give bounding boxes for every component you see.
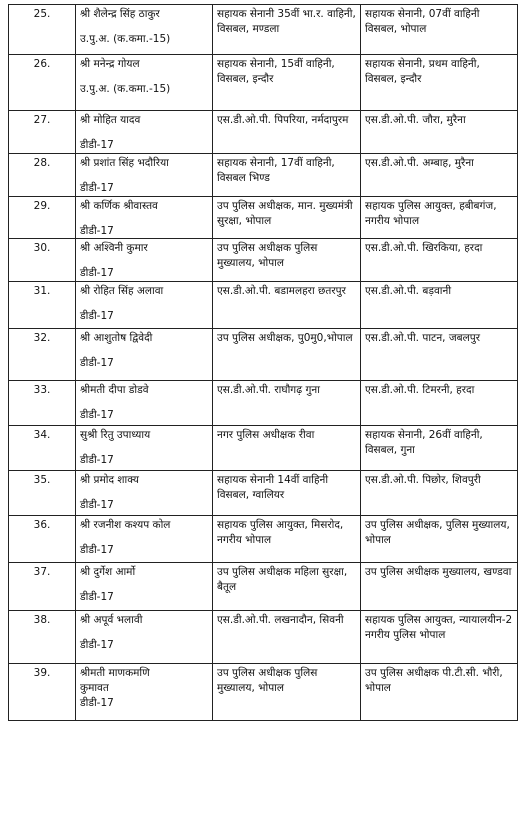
current-posting: नगर पुलिस अधीक्षक रीवा: [217, 429, 315, 442]
current-posting: उप पुलिस अधीक्षक महिला सुरक्षा, बैतूल: [217, 566, 348, 594]
serial-number-cell: [9, 55, 76, 111]
table-body: [9, 5, 518, 721]
officer-cell: [76, 563, 213, 611]
new-posting-cell: [361, 329, 518, 381]
officer-cell: [76, 239, 213, 282]
current-posting-cell: [213, 196, 361, 239]
serial-number-cell: [9, 5, 76, 55]
officer-name: श्री आशुतोष द्विवेदी: [80, 332, 153, 345]
officer-designation: डीडी-17: [80, 591, 114, 604]
new-posting-cell: [361, 381, 518, 426]
new-posting-cell: [361, 664, 518, 721]
new-posting-cell: [361, 111, 518, 154]
serial-number: 29.: [33, 199, 51, 212]
table-row: [9, 329, 518, 381]
current-posting-cell: [213, 471, 361, 516]
officer-cell: [76, 153, 213, 196]
officer-designation: उ.पु.अ. (क.कमा.-15): [80, 82, 171, 95]
current-posting-cell: [213, 664, 361, 721]
serial-number: 26.: [33, 58, 51, 70]
serial-number-cell: [9, 471, 76, 516]
table-row: [9, 153, 518, 196]
new-posting-cell: [361, 239, 518, 282]
serial-number-cell: [9, 282, 76, 329]
current-posting-cell: [213, 516, 361, 563]
serial-number-cell: [9, 426, 76, 471]
table-row: [9, 111, 518, 154]
officer-name: श्री शैलेन्द्र सिंह ठाकुर: [80, 8, 160, 20]
officer-name: श्री अश्विनी कुमार: [80, 242, 148, 255]
serial-number: 39.: [33, 667, 51, 680]
current-posting: सहायक सेनानी, 15वीं वाहिनी, विसबल, इन्दौर: [217, 58, 335, 85]
serial-number: 34.: [33, 429, 51, 442]
current-posting-cell: [213, 153, 361, 196]
officer-cell: [76, 611, 213, 664]
officer-designation: डीडी-17: [80, 639, 114, 652]
current-posting: एस.डी.ओ.पी. बडामलहरा छतरपुर: [217, 285, 346, 298]
officer-name: श्रीमती माणकमणि: [80, 667, 150, 680]
officer-name: श्री प्रमोद शाक्य: [80, 474, 139, 487]
officer-cell: [76, 381, 213, 426]
new-posting-cell: [361, 471, 518, 516]
table-row: [9, 611, 518, 664]
transfer-table: [8, 4, 518, 721]
serial-number-cell: [9, 153, 76, 196]
current-posting-cell: [213, 611, 361, 664]
serial-number-cell: [9, 381, 76, 426]
officer-designation: डीडी-17: [80, 138, 114, 151]
serial-number: 30.: [33, 242, 51, 255]
table-row: [9, 55, 518, 111]
current-posting-cell: [213, 55, 361, 111]
new-posting: सहायक पुलिस आयुक्त, न्यायालयीन-2 नगरीय पुलिस भोपाल: [365, 614, 513, 642]
officer-name: श्री मनेन्द्र गोयल: [80, 58, 140, 70]
officer-cell: [76, 282, 213, 329]
serial-number: 36.: [33, 519, 51, 532]
officer-cell: [76, 329, 213, 381]
new-posting: सहायक सेनानी, 26वीं वाहिनी, विसबल, गुना: [365, 429, 483, 457]
officer-designation: डीडी-17: [80, 454, 114, 467]
serial-number-cell: [9, 239, 76, 282]
officer-name: सुश्री रितु उपाध्याय: [80, 429, 151, 442]
new-posting-cell: [361, 196, 518, 239]
current-posting-cell: [213, 426, 361, 471]
serial-number: 31.: [33, 285, 51, 298]
current-posting: एस.डी.ओ.पी. लखनादौन, सिवनी: [217, 614, 344, 627]
table-row: [9, 471, 518, 516]
new-posting: सहायक सेनानी, 07वीं वाहिनी विसबल, भोपाल: [365, 8, 480, 35]
officer-designation: डीडी-17: [80, 181, 114, 194]
current-posting: एस.डी.ओ.पी. पिपरिया, नर्मदापुरम: [217, 114, 349, 126]
table-row: [9, 563, 518, 611]
officer-designation: डीडी-17: [80, 310, 114, 323]
serial-number: 25.: [33, 8, 51, 20]
new-posting-cell: [361, 153, 518, 196]
new-posting: एस.डी.ओ.पी. पिछोर, शिवपुरी: [365, 474, 481, 487]
officer-designation: डीडी-17: [80, 499, 114, 512]
current-posting-cell: [213, 239, 361, 282]
current-posting-cell: [213, 282, 361, 329]
table-row: [9, 5, 518, 55]
current-posting-cell: [213, 381, 361, 426]
new-posting: उप पुलिस अधीक्षक मुख्यालय, खण्डवा: [365, 566, 512, 579]
officer-name: श्री अपूर्व भलावी: [80, 614, 143, 627]
serial-number: 28.: [33, 156, 51, 169]
officer-cell: [76, 111, 213, 154]
officer-name: श्री प्रशांत सिंह भदौरिया: [80, 156, 169, 169]
serial-number: 37.: [33, 566, 51, 579]
officer-designation: डीडी-17: [80, 409, 114, 422]
current-posting-cell: [213, 111, 361, 154]
serial-number-cell: [9, 664, 76, 721]
officer-designation: डीडी-17: [80, 267, 114, 280]
new-posting: एस.डी.ओ.पी. टिमरनी, हरदा: [365, 384, 475, 397]
officer-cell: [76, 426, 213, 471]
officer-designation: डीडी-17: [80, 224, 114, 237]
table-row: [9, 516, 518, 563]
current-posting: सहायक सेनानी 35वीं भा.र. वाहिनी, विसबल, मण्डला: [217, 8, 356, 35]
new-posting-cell: [361, 611, 518, 664]
officer-name: श्री कर्णिक श्रीवास्तव: [80, 199, 158, 212]
officer-cell: [76, 516, 213, 563]
serial-number-cell: [9, 611, 76, 664]
officer-cell: [76, 196, 213, 239]
officer-designation: डीडी-17: [80, 544, 114, 557]
serial-number-cell: [9, 563, 76, 611]
current-posting: सहायक सेनानी 14वीं वाहिनी विसबल, ग्वालियर: [217, 474, 329, 502]
current-posting: सहायक पुलिस आयुक्त, मिसरोद, नगरीय भोपाल: [217, 519, 344, 547]
officer-name: श्री दुर्गेश आर्मो: [80, 566, 136, 579]
new-posting: सहायक पुलिस आयुक्त, हबीबगंज, नगरीय भोपाल: [365, 199, 497, 227]
table-row: [9, 282, 518, 329]
new-posting: एस.डी.ओ.पी. बड़वानी: [365, 285, 452, 298]
officer-designation: डीडी-17: [80, 357, 114, 370]
new-posting-cell: [361, 55, 518, 111]
officer-cell: [76, 471, 213, 516]
officer-name: श्री रोहित सिंह अलावा: [80, 285, 164, 298]
serial-number: 33.: [33, 384, 51, 397]
table-row: [9, 196, 518, 239]
current-posting-cell: [213, 563, 361, 611]
serial-number: 32.: [33, 332, 51, 345]
serial-number-cell: [9, 111, 76, 154]
new-posting-cell: [361, 563, 518, 611]
serial-number-cell: [9, 196, 76, 239]
table-row: [9, 426, 518, 471]
officer-name: श्री मोहित यादव: [80, 114, 141, 126]
current-posting: एस.डी.ओ.पी. राघौगढ़ गुना: [217, 384, 320, 397]
current-posting: सहायक सेनानी, 17वीं वाहिनी, विसबल भिण्ड: [217, 156, 335, 184]
new-posting: एस.डी.ओ.पी. जौरा, मुरैना: [365, 114, 466, 126]
current-posting: उप पुलिस अधीक्षक पुलिस मुख्यालय, भोपाल: [217, 242, 318, 270]
serial-number: 35.: [33, 474, 51, 487]
serial-number-cell: [9, 329, 76, 381]
serial-number: 27.: [33, 114, 51, 126]
new-posting-cell: [361, 426, 518, 471]
new-posting: एस.डी.ओ.पी. अम्बाह, मुरैना: [365, 156, 474, 169]
new-posting: एस.डी.ओ.पी. खिरकिया, हरदा: [365, 242, 483, 255]
new-posting: उप पुलिस अधीक्षक पी.टी.सी. भौरी, भोपाल: [365, 667, 503, 695]
officer-cell: [76, 664, 213, 721]
table-row: [9, 381, 518, 426]
officer-cell: [76, 5, 213, 55]
officer-designation: उ.पु.अ. (क.कमा.-15): [80, 32, 171, 45]
current-posting-cell: [213, 5, 361, 55]
officer-designation: डीडी-17: [80, 697, 114, 710]
serial-number-cell: [9, 516, 76, 563]
table-row: [9, 239, 518, 282]
new-posting: एस.डी.ओ.पी. पाटन, जबलपुर: [365, 332, 480, 345]
current-posting: उप पुलिस अधीक्षक, पु0मु0,भोपाल: [217, 332, 353, 345]
new-posting-cell: [361, 5, 518, 55]
new-posting: सहायक सेनानी, प्रथम वाहिनी, विसबल, इन्दौर: [365, 58, 480, 85]
officer-name-line-2: कुमावत: [80, 682, 109, 695]
current-posting: उप पुलिस अधीक्षक पुलिस मुख्यालय, भोपाल: [217, 667, 318, 695]
new-posting-cell: [361, 516, 518, 563]
new-posting: उप पुलिस अधीक्षक, पुलिस मुख्यालय, भोपाल: [365, 519, 510, 547]
new-posting-cell: [361, 282, 518, 329]
officer-name: श्री रजनीश कश्यप कोल: [80, 519, 171, 532]
current-posting: उप पुलिस अधीक्षक, मान. मुख्यमंत्री सुरक्षा, भोपाल: [217, 199, 353, 227]
table-row: [9, 664, 518, 721]
serial-number: 38.: [33, 614, 51, 627]
officer-name: श्रीमती दीपा डोडवे: [80, 384, 149, 397]
current-posting-cell: [213, 329, 361, 381]
officer-cell: [76, 55, 213, 111]
